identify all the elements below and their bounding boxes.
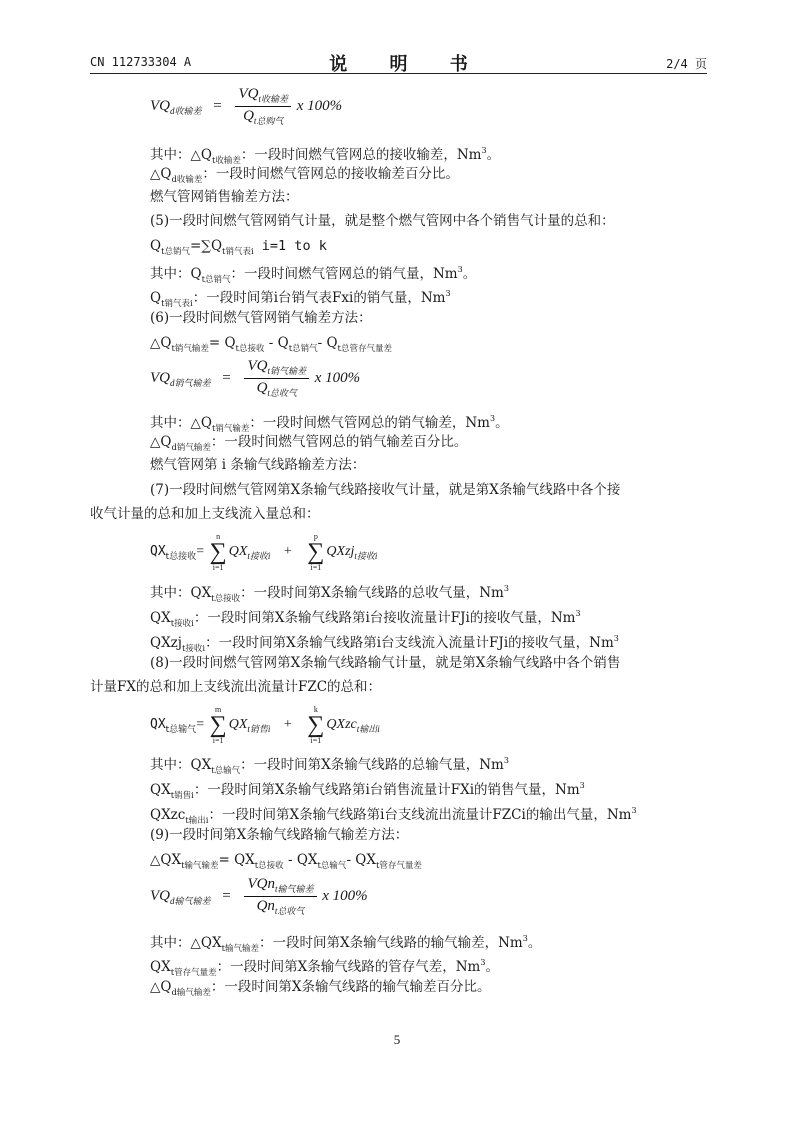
text-line: 其中：$QX_{t总接收}$：一段时间第X条输气线路的总收气量，Nm$^3$	[150, 584, 509, 604]
page-indicator: 2/4 页	[666, 57, 707, 71]
text-line: 其中：$\triangle Q_{t销气输差}$：一段时间燃气管网总的销气输差，Nm$^3$。	[150, 414, 509, 434]
sum-term: QX	[228, 544, 248, 560]
formula-lhs: VQ	[150, 887, 170, 904]
section-heading: 燃气管网销售输差方法：	[150, 189, 299, 205]
page-number: 5	[393, 1032, 401, 1047]
sum-term-sub: t接收i	[247, 551, 271, 562]
formula-transmission-loss-percent: $VQ_{d输气输差}$ = $\frac{VQn_{t输气输差}}{Qn_{t总收气}}$ x 100%	[150, 876, 368, 916]
text-line: QXzj$_{t接收i}$：一段时间第X条输气线路第i台支线流入流量计FJi的接收气量，Nm$^3$	[150, 634, 619, 654]
formula-line-output-total: $QX_{t总输气}= m$ ∑ $i=1QX_{t销售i} + k$ ∑ i=1QXzc$_{t输出i}$	[150, 705, 380, 745]
fraction-denominator: Q	[243, 108, 254, 124]
text-line: $\triangle Q_{t销气输差}= Q_{t总接收} - Q_{t总销气}-$ $Q_{t总管存气量差}$	[150, 335, 392, 354]
text-line: $\triangle Q_{d收输差}$：一段时间燃气管网总的接收输差百分比。	[150, 166, 459, 185]
text-line: $Q_{t总销气}=\sum Q_{t销气表i}$ i=1 to k	[150, 238, 327, 257]
fraction-numerator-sub: t收输差	[258, 94, 288, 104]
sum-term: QXzc	[326, 717, 357, 733]
text-line: (7)一段时间燃气管网第X条输气线路接收气计量，就是第X条输气线路中各个接	[150, 482, 621, 498]
formula-lhs-sub: d收输差	[170, 105, 202, 116]
page-header	[90, 50, 707, 74]
text-line: 收气计量的总和加上支线流入量总和：	[90, 506, 320, 522]
text-line: (9)一段时间第X条输气线路输气输差方法：	[150, 827, 409, 843]
text-line: $QX_{t接收i}$：一段时间第X条输气线路第i台接收流量计FJi的接收气量，Nm$^3$	[150, 609, 581, 629]
text-line: $Q_{t销气表i}$：一段时间第i台销气表Fxi的销气量，Nm$^3$	[150, 289, 451, 309]
formula-tail: x 100%	[296, 97, 343, 114]
fraction	[244, 358, 309, 399]
document-title: 说 明 书	[329, 54, 486, 75]
text-line: 其中：$Q_{t总销气}$：一段时间燃气管网总的销气量，Nm$^3$。	[150, 265, 477, 285]
fraction-denominator-sub: t总收气	[267, 388, 297, 398]
summation: n ∑ i=1	[209, 532, 227, 572]
sum-term-sub: t输出i	[356, 724, 380, 735]
formula-lhs: QX	[150, 717, 166, 733]
formula-lhs: QX	[150, 544, 166, 560]
text-line: $QX_{t销售i}$：一段时间第X条输气线路第i台销售流量计FXi的销售气量，Nm$^3$	[150, 781, 585, 801]
summation: m ∑ i=1	[209, 705, 227, 745]
text-line: (5)一段时间燃气管网销气计量，就是整个燃气管网中各个销售气计量的总和：	[150, 213, 615, 229]
formula-lhs-sub: t总接收	[165, 552, 197, 563]
sum-term-sub: t接收i	[354, 551, 378, 562]
text-line: QXzc$_{t输出i}$：一段时间第X条输气线路第i台支线流出流量计FZCi的输出气量，Nm$^3$	[150, 806, 637, 826]
fraction-numerator: VQn	[247, 876, 275, 892]
formula-lhs-sub: d输气输差	[170, 895, 211, 906]
fraction-numerator-sub: t输气输差	[274, 884, 314, 894]
text-line: $\triangle Q_{d销气输差}$：一段时间燃气管网总的销气输差百分比。	[150, 434, 468, 453]
text-line: (6)一段时间燃气管网销气输差方法：	[150, 310, 372, 326]
sum-term-sub: t销售i	[247, 724, 271, 735]
header-rule	[90, 73, 707, 74]
fraction-denominator-sub: t总收气	[274, 906, 305, 916]
summation: p ∑ i=1	[307, 532, 325, 572]
text-line: 其中：$\triangle Q_{t收输差}$：一段时间燃气管网总的接收输差，Nm$^3$。	[150, 146, 501, 166]
section-heading: 燃气管网第 i 条输气线路输差方法：	[150, 457, 366, 473]
text-line: 其中：$QX_{t总输气}$：一段时间第X条输气线路的总输气量，Nm$^3$	[150, 756, 509, 776]
fraction-numerator: VQ	[238, 86, 259, 102]
fraction	[235, 86, 291, 127]
text-line: (8)一段时间燃气管网第X条输气线路输气计量，就是第X条输气线路中各个销售	[150, 655, 621, 671]
formula-lhs: VQ	[150, 369, 170, 386]
formula-tail: x 100%	[322, 887, 368, 904]
fraction-denominator-sub: t总购气	[253, 116, 284, 126]
formula-sales-loss-percent: $VQ_{d销气输差}$ = $\frac{VQ_{t销气输差}}{Q_{t总收气}}$ x 100%	[150, 358, 361, 398]
formula-tail: x 100%	[314, 369, 361, 386]
text-line: $\triangle Q_{d输气输差}$：一段时间第X条输气线路的输气输差百分比。	[150, 979, 491, 998]
text-line: 计量FX的总和加上支线流出流量计FZC的总和：	[90, 679, 382, 695]
text-line: 其中：$\triangle QX_{t输气输差}$：一段时间第X条输气线路的输气输差，Nm$^3$。	[150, 934, 542, 954]
fraction	[244, 876, 316, 917]
fraction-numerator-sub: t销气输差	[267, 366, 306, 376]
formula-receive-loss-percent: $VQ_{d收输差}$ = $\frac{VQ_{t收输差}}{Q_{t总购气}}$ x 100%	[150, 86, 343, 126]
formula-lhs-sub: t总输气	[165, 725, 197, 736]
formula-lhs-sub: d销气输差	[170, 377, 211, 388]
formula-line-receive-total: $QX_{t总接收}= n$ ∑ $i=1QX_{t接收i} + p$ ∑ i=1QXzj$_{t接收i}$	[150, 532, 378, 572]
fraction-numerator: VQ	[247, 358, 268, 374]
fraction-denominator: Qn	[256, 898, 275, 914]
patent-number: CN 112733304 A	[90, 55, 192, 69]
sum-term: QX	[228, 717, 248, 733]
text-line: $\triangle QX_{t输气输差}= QX_{t总接收} - QX_{t总输气}-$ $QX_{t管存气量差}$	[150, 852, 422, 871]
text-line: $QX_{t管存气量差}$：一段时间第X条输气线路的管存气差，Nm$^3$。	[150, 958, 499, 978]
summation: k ∑ i=1	[307, 705, 325, 745]
formula-lhs: VQ	[150, 97, 170, 114]
sum-term: QXzj	[326, 544, 355, 560]
fraction-denominator: Q	[256, 380, 268, 396]
